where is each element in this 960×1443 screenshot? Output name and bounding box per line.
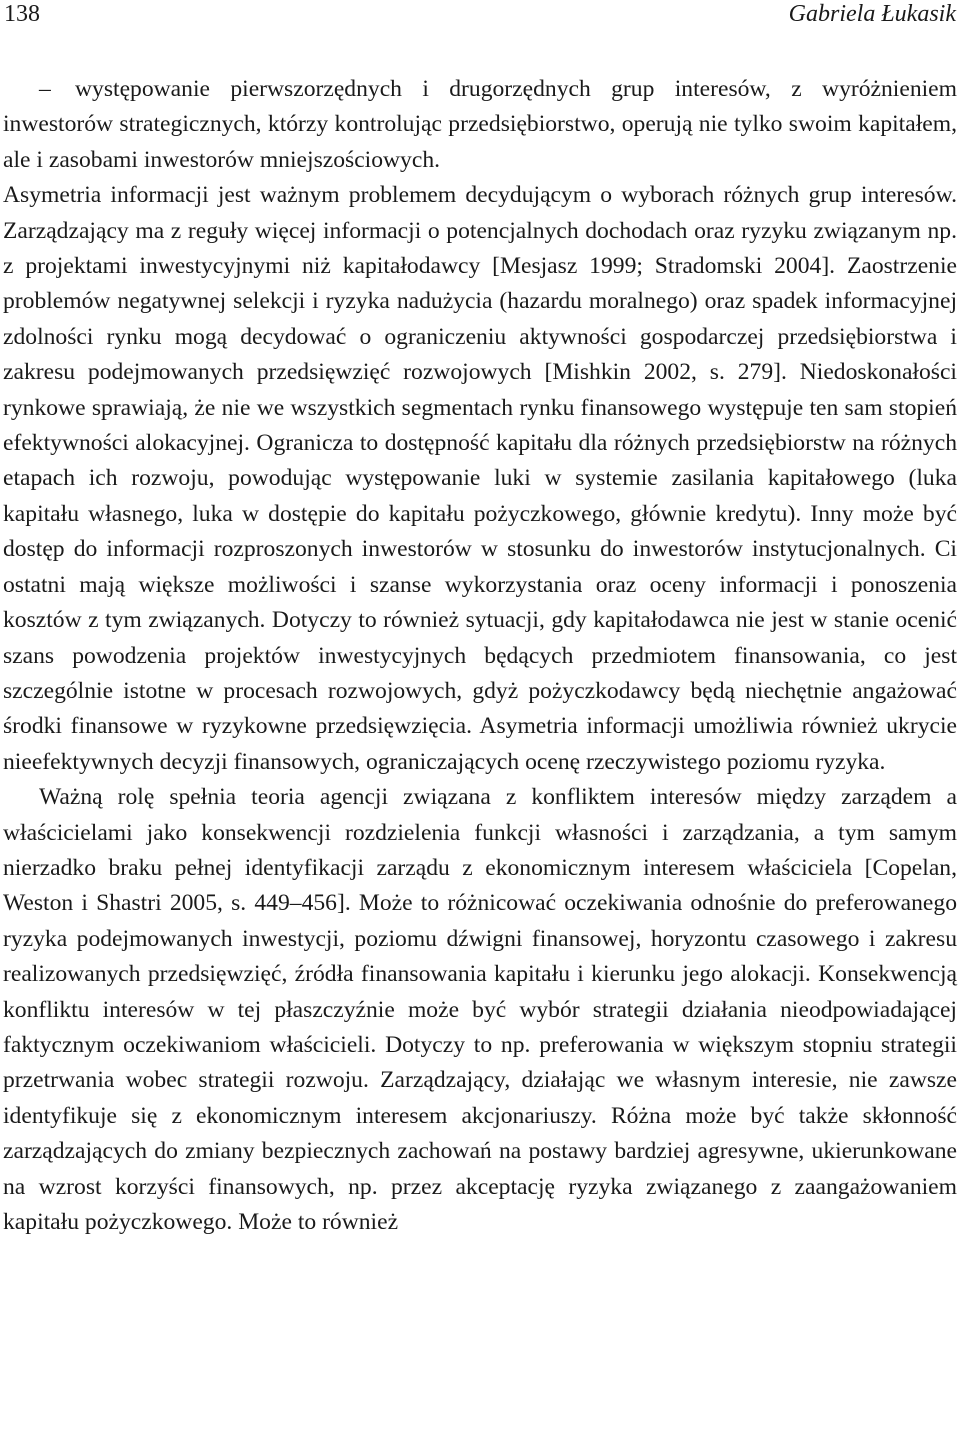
- running-head-author: Gabriela Łukasik: [788, 1, 956, 27]
- body-text: [3, 72, 957, 1240]
- list-dash: –: [39, 76, 51, 102]
- list-item-text: występowanie pierwszorzędnych i drugorzędnych grup interesów, z wyróżnieniem inwestorów strategicznych, którzy kontrolując przedsiębiorstwo, operują nie tylko swoim kapitałem, ale i zasobami inwestorów mniejszościowych.: [3, 76, 957, 173]
- page-header: [0, 0, 960, 30]
- page-number: 138: [4, 1, 40, 27]
- paragraph-2: Ważną rolę spełnia teoria agencji związana z konfliktem interesów między zarządem a właścicielami jako konsekwencji rozdzielenia funkcji własności i zarządzania, a tym samym nierzadko braku pełnej identyfikacji zarządu z ekonomicznym interesem właściciela [Copelan, Weston i Shastri 2005, s. 449–456]. Może to różnicować oczekiwania odnośnie do preferowanego ryzyka podejmowanych inwestycji, poziomu dźwigni finansowej, horyzontu czasowego i zakresu realizowanych przedsięwzięć, źródła finansowania kapitału i kierunku jego alokacji. Konsekwencją konfliktu interesów w tej płaszczyźnie może być wybór strategii działania nieodpowiadającej faktycznym oczekiwaniom właścicieli. Dotyczy to np. preferowania w większym stopniu strategii przetrwania wobec strategii rozwoju. Zarządzający, działając we własnym interesie, nie zawsze identyfikuje się z ekonomicznym interesem akcjonariuszy. Różna może być także skłonność zarządzających do zmiany bezpiecznych zachowań na postawy bardziej agresywne, ukierunkowane na wzrost korzyści finansowych, np. przez akceptację ryzyka związanego z zaangażowaniem kapitału pożyczkowego. Może to również: [3, 784, 957, 1235]
- paragraph-1: Asymetria informacji jest ważnym problemem decydującym o wyborach różnych grup interesów. Zarządzający ma z reguły więcej informacji o potencjalnych dochodach oraz ryzyku związanym np. z projektami inwestycyjnymi niż kapitałodawcy [Mesjasz 1999; Stradomski 2004]. Zaostrzenie problemów negatywnej selekcji i ryzyka nadużycia (hazardu moralnego) oraz spadek informacyjnej zdolności rynku mogą decydować o ograniczeniu aktywności gospodarczej przedsiębiorstwa i zakresu podejmowanych przedsięwzięć rozwojowych [Mishkin 2002, s. 279]. Niedoskonałości rynkowe sprawiają, że nie we wszystkich segmentach rynku finansowego występuje ten sam stopień efektywności alokacyjnej. Ogranicza to dostępność kapitału dla różnych przedsiębiorstw na różnych etapach ich rozwoju, powodując występowanie luki w systemie zasilania kapitałowego (luka kapitału własnego, luka w dostępie do kapitału pożyczkowego, głównie kredytu). Inny może być dostęp do informacji rozproszonych inwestorów w stosunku do inwestorów instytucjonalnych. Ci ostatni mają większe możliwości i szanse wykorzystania oraz oceny informacji i ponoszenia kosztów z tym związanych. Dotyczy to również sytuacji, gdy kapitałodawca nie jest w stanie ocenić szans powodzenia projektów inwestycyjnych będących przedmiotem finansowania, co jest szczególnie istotne w procesach rozwojowych, gdyż pożyczkodawcy będą niechętnie angażować środki finansowe w ryzykowne przedsięwzięcia. Asymetria informacji umożliwia również ukrycie nieefektywnych decyzji finansowych, ograniczających ocenę rzeczywistego poziomu ryzyka.: [3, 182, 957, 775]
- list-item: [3, 72, 957, 178]
